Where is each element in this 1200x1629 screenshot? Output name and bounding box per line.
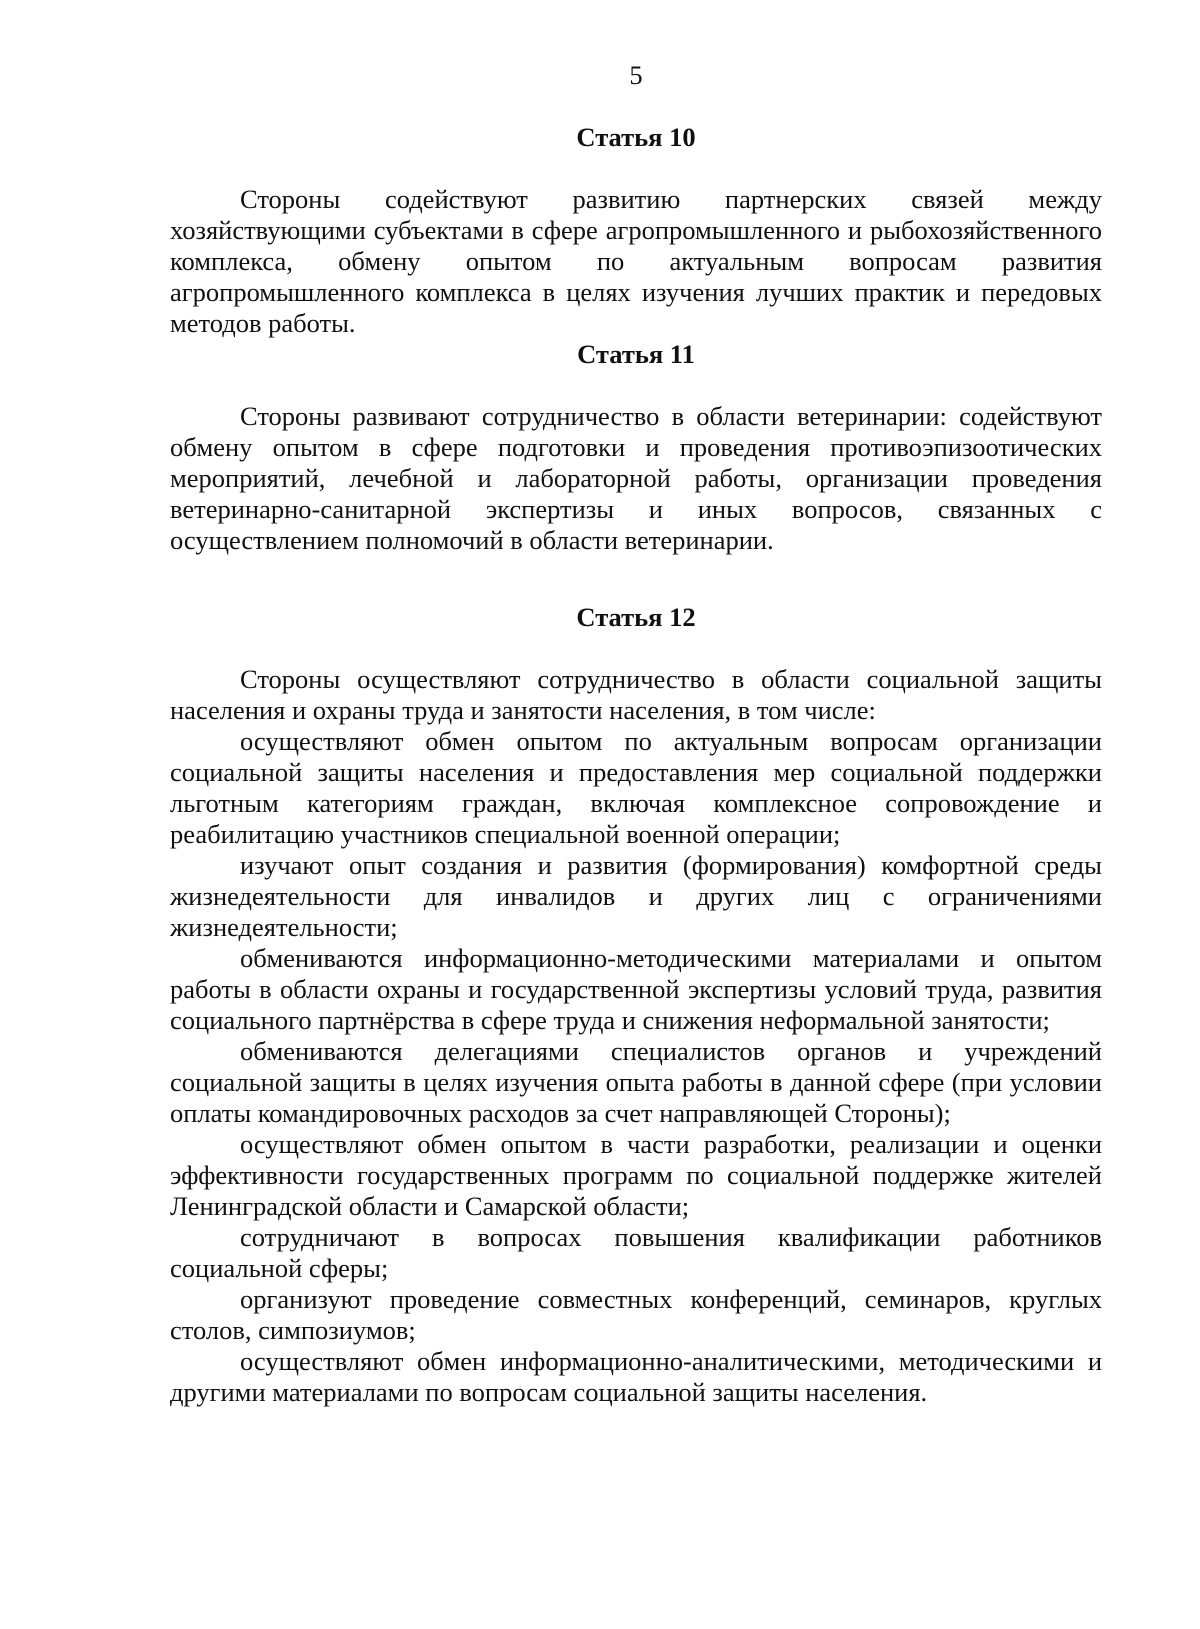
article-12-list-item: сотрудничают в вопросах повышения квалификации работников социальной сферы; xyxy=(170,1222,1102,1283)
article-12-list-item: обмениваются делегациями специалистов органов и учреждений социальной защиты в целях изучения опыта работы в данной сфере (при условии оплаты командировочных расходов за счет направляющей Стороны); xyxy=(170,1036,1102,1128)
article-12-list-item: обмениваются информационно-методическими материалами и опытом работы в области охраны и государственной экспертизы условий труда, развития социального партнёрства в сфере труда и снижения неформальной занятости; xyxy=(170,943,1102,1035)
article-12-list-item: осуществляют обмен информационно-аналитическими, методическими и другими материалами по вопросам социальной защиты населения. xyxy=(170,1346,1102,1407)
article-12-list-item: осуществляют обмен опытом в части разработки, реализации и оценки эффективности государственных программ по социальной поддержке жителей Ленинградской области и Самарской области; xyxy=(170,1129,1102,1221)
document-content xyxy=(170,60,1102,1408)
article-10-heading: Статья 10 xyxy=(576,122,696,152)
article-12-heading: Статья 12 xyxy=(576,602,696,632)
page-number: 5 xyxy=(629,60,643,90)
article-10-paragraph: Стороны содействуют развитию партнерских связей между хозяйствующими субъектами в сфере агропромышленного и рыбохозяйственного комплекса, обмену опытом по актуальным вопросам развития агропромышленного комплекса в целях изучения лучших практик и передовых методов работы. xyxy=(170,184,1102,338)
article-11-heading: Статья 11 xyxy=(577,339,695,369)
article-12-list-item: изучают опыт создания и развития (формирования) комфортной среды жизнедеятельности для инвалидов и других лиц с ограничениями жизнедеятельности; xyxy=(170,850,1102,942)
article-11-paragraph: Стороны развивают сотрудничество в области ветеринарии: содействуют обмену опытом в сфере подготовки и проведения противоэпизоотических мероприятий, лечебной и лабораторной работы, организации проведения ветеринарно-санитарной экспертизы и иных вопросов, связанных с осуществлением полномочий в области ветеринарии. xyxy=(170,401,1102,555)
article-12-list-item: организуют проведение совместных конференций, семинаров, круглых столов, симпозиумов; xyxy=(170,1284,1102,1345)
article-12-list-item: осуществляют обмен опытом по актуальным вопросам организации социальной защиты населения и предоставления мер социальной поддержки льготным категориям граждан, включая комплексное сопровождение и реабилитацию участников специальной военной операции; xyxy=(170,726,1102,849)
article-12-intro-paragraph: Стороны осуществляют сотрудничество в области социальной защиты населения и охраны труда и занятости населения, в том числе: xyxy=(170,664,1102,725)
